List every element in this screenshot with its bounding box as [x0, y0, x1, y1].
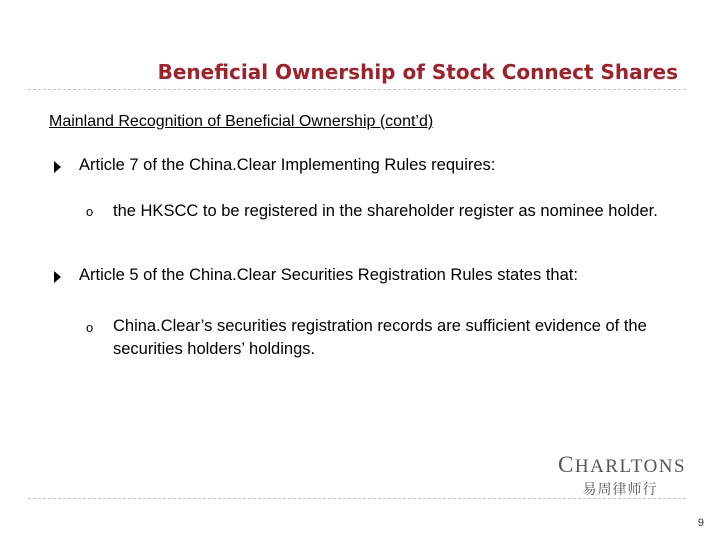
- logo-chinese-name: 易周律师行: [582, 482, 658, 498]
- bullet-emphasis: China.Clear Implementing Rules: [189, 156, 427, 174]
- logo-wordmark: [558, 452, 687, 477]
- triangle-bullet-icon: [54, 271, 61, 283]
- logo-rest: HARLTONS: [574, 456, 687, 477]
- bullet-prefix: Article 7 of the: [79, 156, 190, 174]
- circle-bullet-icon: o: [86, 204, 94, 219]
- header-divider: [28, 89, 686, 90]
- sub-item-text: China.Clear’s securities registration records are sufficient evidence of the securities holders’ holdings.: [113, 317, 647, 358]
- bullet-item-article-5: [79, 266, 578, 285]
- charltons-logo: [558, 452, 687, 499]
- logo-initial: C: [558, 452, 575, 477]
- page-number: 9: [697, 517, 704, 529]
- bullet-prefix: Article 5 of the: [79, 266, 190, 284]
- bullet-emphasis: China.Clear Securities Registration Rules: [189, 266, 493, 284]
- sub-item-text: the HKSCC to be registered in the shareholder register as nominee holder.: [113, 202, 658, 220]
- bullet-item-article-7: [79, 156, 495, 175]
- slide-title: Beneficial Ownership of Stock Connect Shares: [157, 60, 678, 84]
- footer-divider: [28, 498, 686, 499]
- circle-bullet-icon: o: [86, 320, 94, 335]
- triangle-bullet-icon: [54, 161, 61, 173]
- bullet-suffix: states that:: [492, 266, 578, 284]
- section-subtitle: Mainland Recognition of Beneficial Ownership (cont’d): [49, 113, 434, 130]
- bullet-suffix: requires:: [426, 156, 496, 174]
